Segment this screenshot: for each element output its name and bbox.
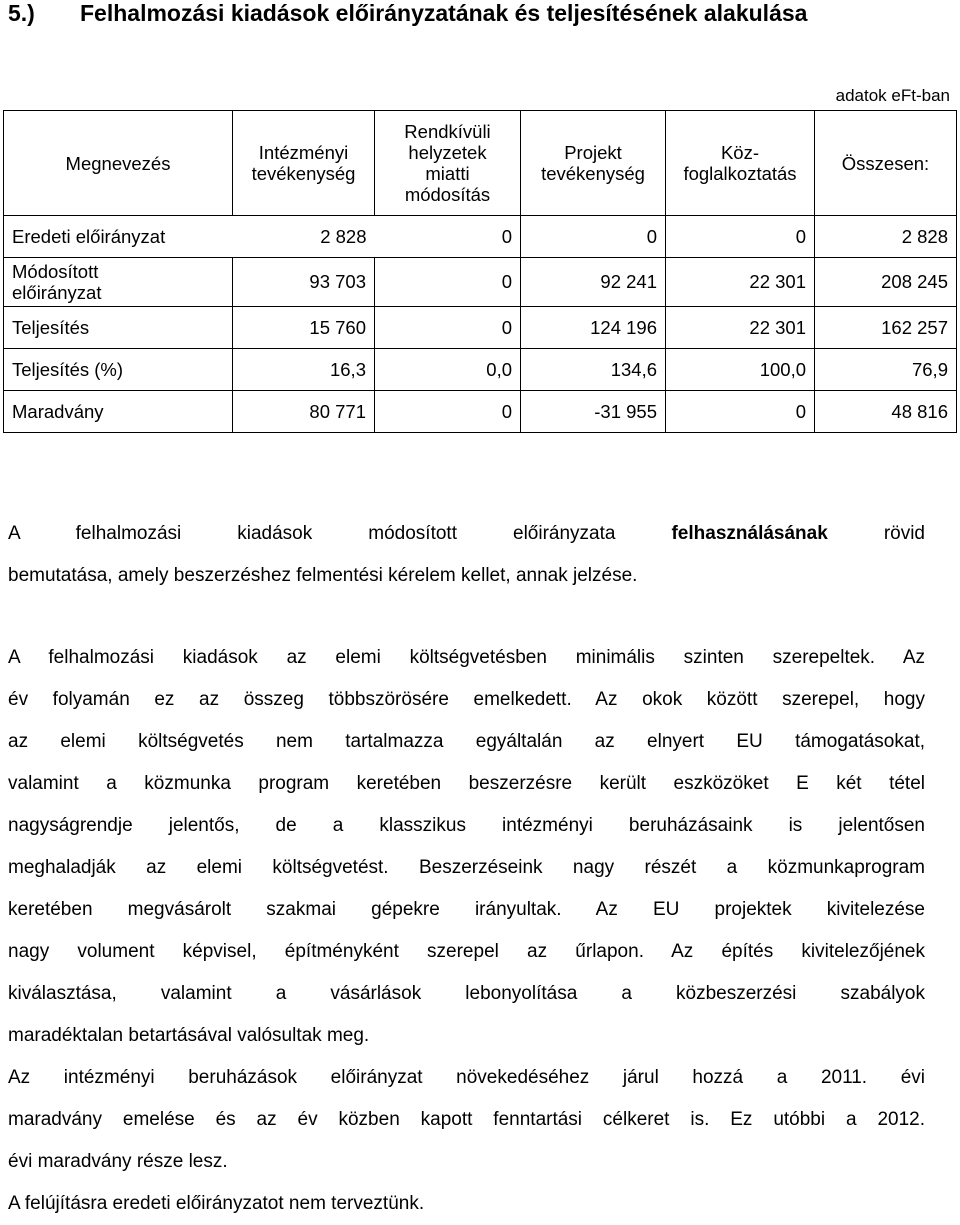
table-cell: -31 955 <box>521 391 666 433</box>
intro-line-2: bemutatása, amely beszerzéshez felmentési kérelem kellet, annak jelzése. <box>8 565 638 586</box>
body-line: maradéktalan betartásával valósultak meg. <box>8 1025 370 1046</box>
column-header-1: Intézményi tevékenység <box>233 111 375 216</box>
table-cell: 0 <box>375 258 521 307</box>
table-row <box>4 307 957 349</box>
column-header-4: Köz- foglalkoztatás <box>666 111 815 216</box>
body-line: meghaladják az elemi költségvetést. Beszerzéseink nagy részét a közmunkaprogram <box>8 857 925 878</box>
table-cell: 16,3 <box>233 349 375 391</box>
table-row <box>4 391 957 433</box>
unit-note: adatok eFt-ban <box>835 86 950 105</box>
body-line: Az intézményi beruházások előirányzat növekedéséhez járul hozzá a 2011. évi <box>8 1067 925 1088</box>
row-label: Maradvány <box>4 391 233 433</box>
eredeti-value-projekt: 0 <box>521 216 666 258</box>
intro-line-1: A felhalmozási kiadások módosított előirányzata felhasználásának rövid <box>8 523 925 544</box>
eredeti-value-osszesen: 2 828 <box>815 216 957 258</box>
table-cell: 100,0 <box>666 349 815 391</box>
table-cell: 76,9 <box>815 349 957 391</box>
body-line: valamint a közmunka program keretében beszerzésre került eszközöket E két tétel <box>8 773 925 794</box>
table-cell: 0,0 <box>375 349 521 391</box>
section-title <box>8 0 807 27</box>
column-header-2: Rendkívüli helyzetek miatti módosítás <box>375 111 521 216</box>
table-cell: 0 <box>375 391 521 433</box>
body-line: év folyamán ez az összeg többszörösére emelkedett. Az okok között szerepel, hogy <box>8 689 925 710</box>
expenditure-table <box>3 110 957 433</box>
table-cell: 15 760 <box>233 307 375 349</box>
eredeti-value-intezmenyi: 2 828 <box>320 226 367 247</box>
column-header-0: Megnevezés <box>4 111 233 216</box>
body-line: nagy volument képvisel, építményként szerepel az űrlapon. Az építés kivitelezőjének <box>8 941 925 962</box>
body-line: évi maradvány része lesz. <box>8 1151 228 1172</box>
section-number: 5.) <box>8 0 35 26</box>
table-cell: 22 301 <box>666 307 815 349</box>
table-row <box>4 258 957 307</box>
body-line: keretében megvásárolt szakmai gépekre irányultak. Az EU projektek kivitelezése <box>8 899 925 920</box>
column-header-3: Projekt tevékenység <box>521 111 666 216</box>
table-cell: 93 703 <box>233 258 375 307</box>
section-title-text: Felhalmozási kiadások előirányzatának és teljesítésének alakulása <box>80 0 808 26</box>
row-label: Teljesítés (%) <box>4 349 233 391</box>
row-label: Módosított előirányzat <box>4 258 233 307</box>
intro-bold-word: felhasználásának <box>671 523 828 544</box>
body-line: nagyságrendje jelentős, de a klasszikus intézményi beruházásaink is jelentősen <box>8 815 925 836</box>
body-text <box>8 637 925 1225</box>
row-label: Teljesítés <box>4 307 233 349</box>
eredeti-value-kozfoglalkoztatas: 0 <box>666 216 815 258</box>
table-row-eredeti <box>4 216 957 258</box>
body-line: A felhalmozási kiadások az elemi költségvetésben minimális szinten szerepeltek. Az <box>8 647 925 668</box>
body-line: A felújításra eredeti előirányzatot nem terveztünk. <box>8 1193 425 1214</box>
intro-paragraph <box>8 513 925 597</box>
table-cell: 124 196 <box>521 307 666 349</box>
column-header-5: Összesen: <box>815 111 957 216</box>
body-line: kiválasztása, valamint a vásárlások lebonyolítása a közbeszerzési szabályok <box>8 983 925 1004</box>
table-cell: 80 771 <box>233 391 375 433</box>
body-line: az elemi költségvetés nem tartalmazza egyáltalán az elnyert EU támogatásokat, <box>8 731 925 752</box>
table-cell: 48 816 <box>815 391 957 433</box>
table-cell: 134,6 <box>521 349 666 391</box>
body-line: maradvány emelése és az év közben kapott fenntartási célkeret is. Ez utóbbi a 2012. <box>8 1109 925 1130</box>
table-cell: 92 241 <box>521 258 666 307</box>
row-label-eredeti: Eredeti előirányzat 2 828 <box>4 216 375 258</box>
table-cell: 0 <box>375 307 521 349</box>
table-header-row <box>4 111 957 216</box>
table-row <box>4 349 957 391</box>
eredeti-value-rendkivuli: 0 <box>375 216 521 258</box>
table-cell: 22 301 <box>666 258 815 307</box>
table-cell: 0 <box>666 391 815 433</box>
table-cell: 208 245 <box>815 258 957 307</box>
table-cell: 162 257 <box>815 307 957 349</box>
